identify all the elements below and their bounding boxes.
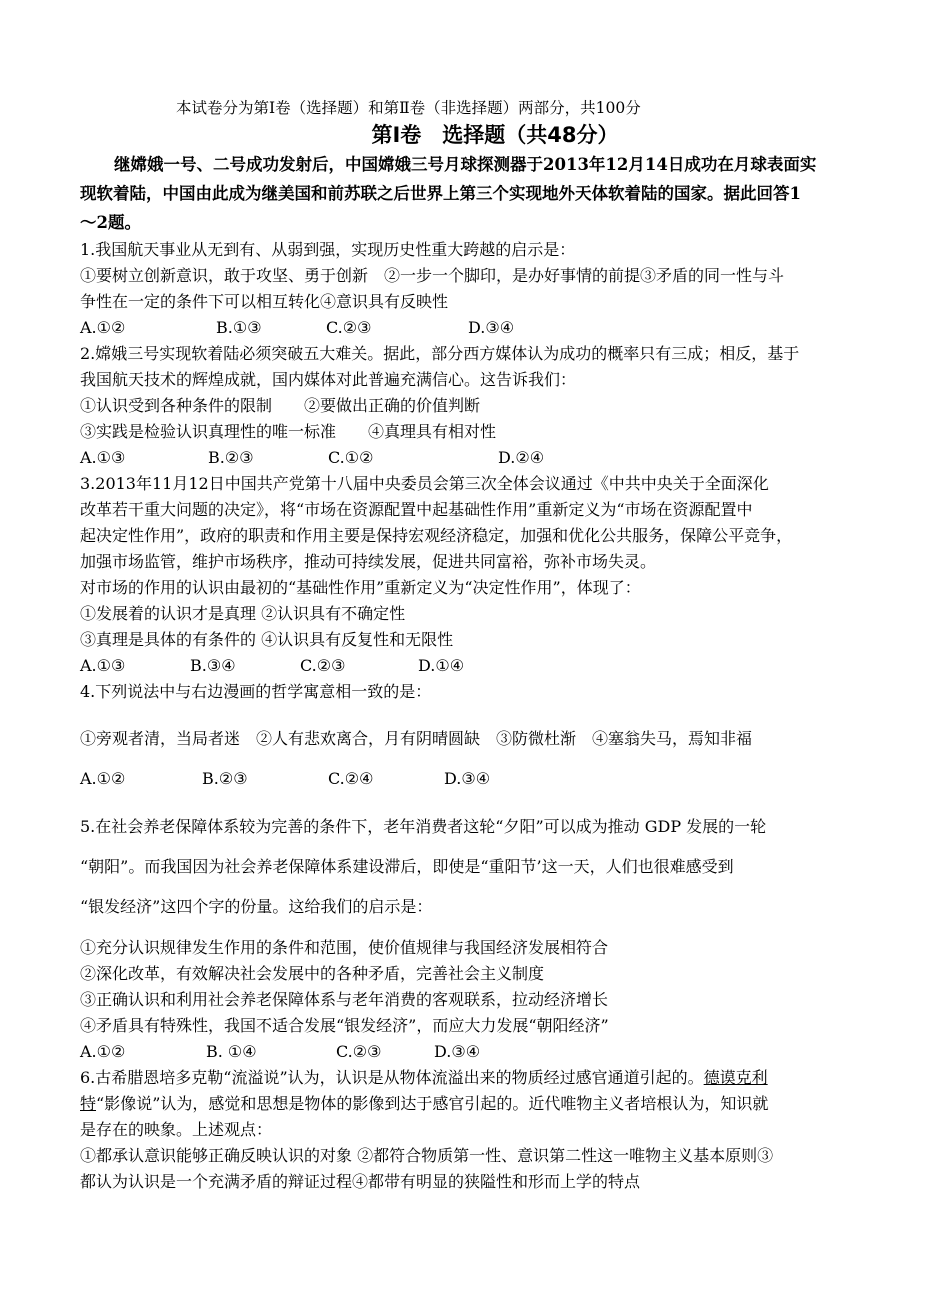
answer-options	[80, 1039, 870, 1065]
question-stem: 改革若干重大问题的决定》，将“市场在资源配置中起基础性作用”重新定义为“市场在资源配置中	[80, 500, 753, 519]
question-statement: 都认为认识是一个充满矛盾的辩证过程④都带有明显的狭隘性和形而上学的特点	[80, 1172, 641, 1191]
question-statement: ④矛盾具有特殊性，我国不适合发展“银发经济”，而应大力发展“朝阳经济”	[80, 1016, 609, 1035]
question-statement: ①要树立创新意识，敢于攻坚、勇于创新 ②一步一个脚印，是办好事情的前提③矛盾的同一性与斗	[80, 266, 785, 285]
option-c[interactable]: C.②③	[326, 318, 372, 337]
option-a[interactable]: A.①②	[80, 769, 126, 788]
question-stem: 对市场的作用的认识由最初的“基础性作用”重新定义为“决定性作用”，体现了：	[80, 578, 641, 597]
question-statement: ①认识受到各种条件的限制 ②要做出正确的价值判断	[80, 396, 481, 415]
answer-options	[80, 653, 870, 679]
section-title: 第Ⅰ卷 选择题（共48分）	[371, 123, 619, 147]
intro-passage	[80, 150, 870, 237]
question-stem: 加强市场监管，维护市场秩序，推动可持续发展，促进共同富裕，弥补市场失灵。	[80, 552, 657, 571]
question-stem: 5.在社会养老保障体系较为完善的条件下，老年消费者这轮“夕阳”可以成为推动 GDP 发展的一轮	[80, 817, 767, 836]
question-3	[80, 471, 870, 679]
option-b[interactable]: B.②③	[202, 769, 248, 788]
question-statement: 争性在一定的条件下可以相互转化④意识具有反映性	[80, 292, 449, 311]
underlined-name: 特	[80, 1094, 97, 1113]
stem-text: “影像说”认为，感觉和思想是物体的影像到达于感官引起的。近代唯物主义者培根认为，知识就	[96, 1094, 769, 1113]
question-statement: ②深化改革，有效解决社会发展中的各种矛盾，完善社会主义制度	[80, 964, 545, 983]
option-a[interactable]: A.①②	[80, 1042, 126, 1061]
option-c[interactable]: C.②④	[328, 769, 374, 788]
question-2	[80, 341, 870, 471]
question-5	[80, 807, 870, 1065]
question-stem: 起决定性作用”，政府的职责和作用主要是保持宏观经济稳定，加强和优化公共服务，保障公平竞争，	[80, 526, 793, 545]
question-statement: ①充分认识规律发生作用的条件和范围，使价值规律与我国经济发展相符合	[80, 938, 609, 957]
option-d[interactable]: D.③④	[434, 1042, 481, 1061]
question-statement: ①发展着的认识才是真理 ②认识具有不确定性	[80, 604, 406, 623]
question-stem: 4.下列说法中与右边漫画的哲学寓意相一致的是：	[80, 682, 432, 701]
question-stem: 2.嫦娥三号实现软着陆必须突破五大难关。据此，部分西方媒体认为成功的概率只有三成；相反，基于	[80, 344, 800, 363]
answer-options	[80, 445, 870, 471]
question-stem: 是存在的映象。上述观点：	[80, 1120, 273, 1139]
option-c[interactable]: C.②③	[300, 656, 346, 675]
option-d[interactable]: D.③④	[468, 318, 515, 337]
question-statement: ③实践是检验认识真理性的唯一标准 ④真理具有相对性	[80, 422, 497, 441]
exam-header: 本试卷分为第Ⅰ卷（选择题）和第Ⅱ卷（非选择题）两部分，共100分	[176, 99, 641, 117]
option-b[interactable]: B.①③	[216, 318, 262, 337]
question-statement: ①都承认意识能够正确反映认识的对象 ②都符合物质第一性、意识第二性这一唯物主义基本原则③	[80, 1146, 774, 1165]
question-statement: ①旁观者清，当局者迷 ②人有悲欢离合，月有阴晴圆缺 ③防微杜渐 ④塞翁失马，焉知非福	[80, 729, 753, 748]
answer-options	[80, 315, 870, 341]
option-b[interactable]: B.②③	[208, 448, 254, 467]
question-statement: ③正确认识和利用社会养老保障体系与老年消费的客观联系，拉动经济增长	[80, 990, 609, 1009]
underlined-name: 德谟克利	[703, 1068, 768, 1087]
option-c[interactable]: C.①②	[328, 448, 374, 467]
question-stem	[80, 1065, 870, 1091]
option-b[interactable]: B.③④	[190, 656, 236, 675]
intro-line: 继嫦娥一号、二号成功发射后，中国嫦娥三号月球探测器于2013年12月14日成功在月球表面实	[114, 155, 817, 174]
option-b[interactable]: B. ①④	[206, 1042, 257, 1061]
question-stem: 3.2013年11月12日中国共产党第十八届中央委员会第三次全体会议通过《中共中央关于全面深化	[80, 474, 769, 493]
question-stem: 我国航天技术的辉煌成就，国内媒体对此普遍充满信心。这告诉我们：	[80, 370, 577, 389]
intro-line: ～2题。	[80, 213, 141, 232]
option-a[interactable]: A.①③	[80, 656, 126, 675]
option-a[interactable]: A.①②	[80, 318, 126, 337]
question-stem	[80, 1091, 870, 1117]
question-stem: “朝阳”。而我国因为社会养老保障体系建设滞后，即使是“重阳节’这一天，人们也很难感受到	[80, 857, 734, 876]
question-1	[80, 237, 870, 341]
stem-text: 6.古希腊恩培多克勒“流溢说”认为，认识是从物体流溢出来的物质经过感官通道引起的。	[80, 1068, 704, 1087]
option-a[interactable]: A.①③	[80, 448, 126, 467]
question-stem: 1.我国航天事业从无到有、从弱到强，实现历史性重大跨越的启示是：	[80, 240, 576, 259]
option-d[interactable]: D.①④	[418, 656, 465, 675]
question-4	[80, 679, 870, 799]
option-d[interactable]: D.③④	[444, 769, 491, 788]
option-d[interactable]: D.②④	[498, 448, 545, 467]
question-statement: ③真理是具体的有条件的 ④认识具有反复性和无限性	[80, 630, 454, 649]
question-6	[80, 1065, 870, 1195]
question-stem: “银发经济”这四个字的份量。这给我们的启示是：	[80, 897, 433, 916]
intro-line: 现软着陆，中国由此成为继美国和前苏联之后世界上第三个实现地外天体软着陆的国家。据此回答1	[80, 184, 801, 203]
answer-options	[80, 759, 870, 799]
option-c[interactable]: C.②③	[336, 1042, 382, 1061]
